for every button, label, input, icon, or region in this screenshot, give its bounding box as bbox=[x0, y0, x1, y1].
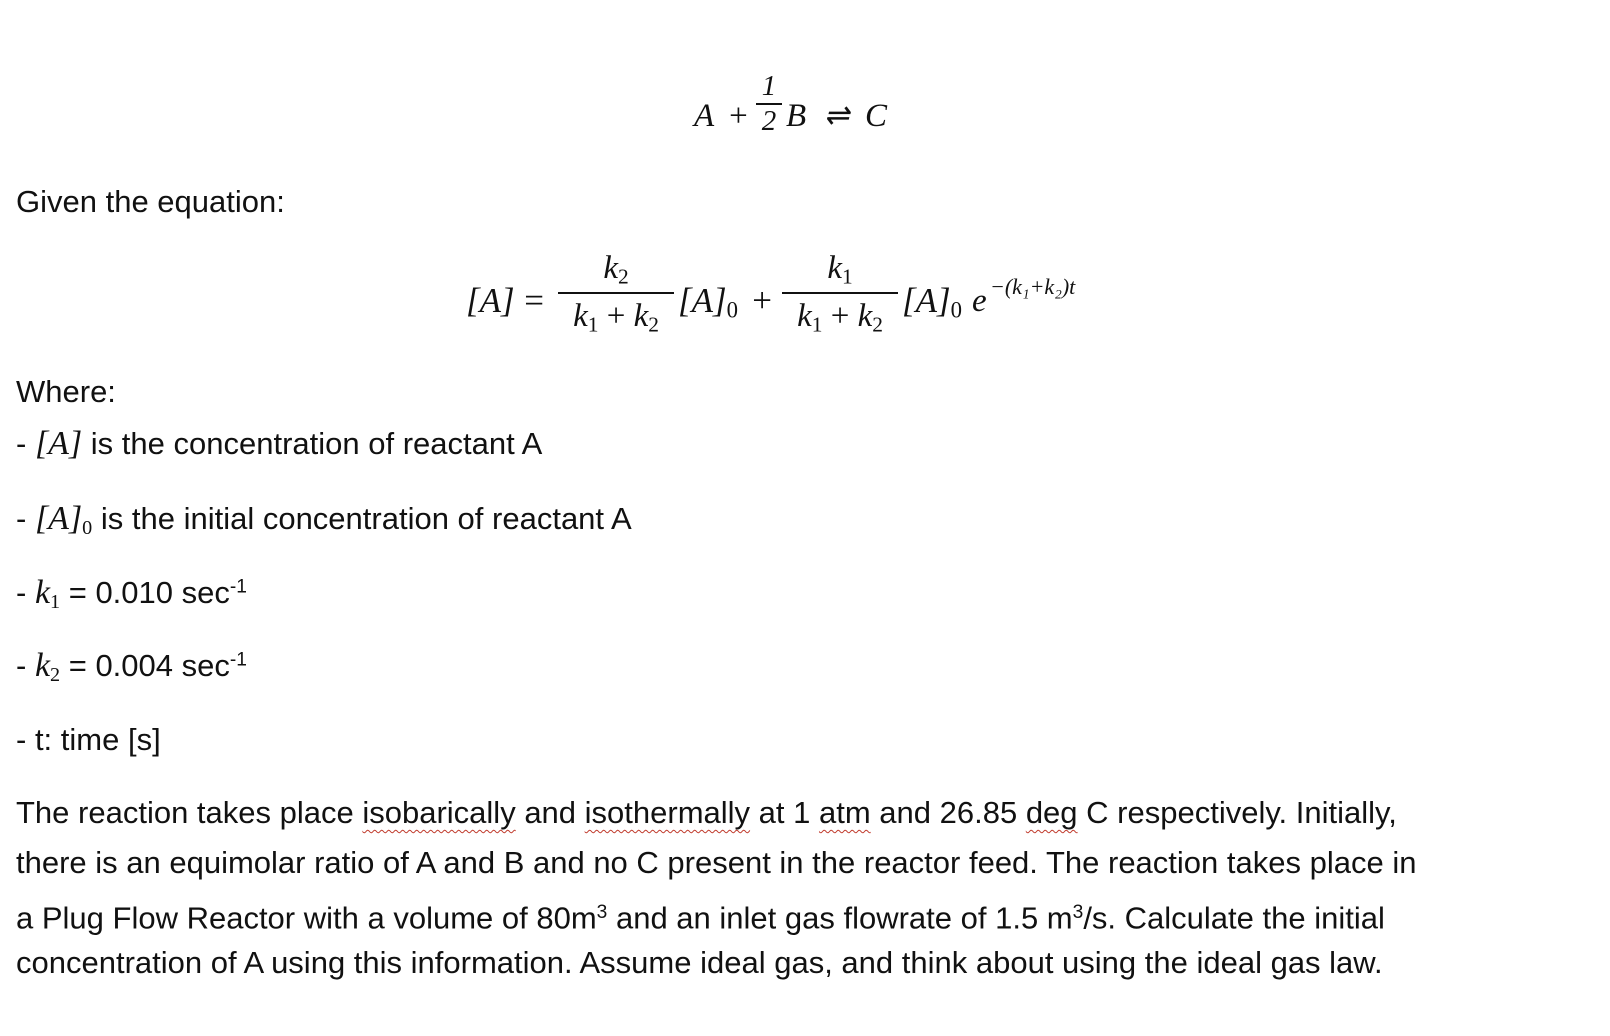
reaction-reactant-a: A bbox=[694, 98, 715, 134]
spellcheck-word[interactable]: isobarically bbox=[362, 795, 516, 830]
definition-item bbox=[16, 502, 632, 538]
para-l3-sup2: 3 bbox=[1072, 902, 1084, 923]
eq-a0-2 bbox=[902, 281, 962, 324]
frac2-numerator-sub: 1 bbox=[841, 264, 853, 289]
eq-fraction-1 bbox=[558, 252, 674, 336]
frac2-numerator: k bbox=[827, 250, 842, 286]
definition-sup: -1 bbox=[229, 576, 247, 598]
definition-symbol-sub: 0 bbox=[82, 517, 93, 540]
spellcheck-word[interactable]: atm bbox=[818, 795, 871, 830]
frac1-den-k2-sub: 2 bbox=[648, 312, 659, 337]
equilibrium-arrow-icon: ⇌ bbox=[824, 99, 850, 132]
eq-equals: = bbox=[522, 281, 546, 320]
definition-dash: - bbox=[16, 575, 35, 610]
definition-dash: - bbox=[16, 648, 35, 683]
eq-a0-2-symbol: [A] bbox=[902, 281, 951, 320]
para-l1-d: and 26.85 bbox=[870, 795, 1026, 830]
eq-exp-base: e bbox=[972, 283, 987, 319]
definition-symbol-sub: 1 bbox=[50, 591, 61, 614]
definition-dash: - bbox=[16, 722, 35, 757]
definition-symbol: [A] bbox=[34, 500, 83, 537]
reaction-plus: + bbox=[727, 98, 750, 134]
spellcheck-word[interactable]: isothermally bbox=[584, 795, 751, 830]
frac1-numerator: k bbox=[603, 250, 618, 286]
definition-symbol: k bbox=[34, 647, 51, 684]
frac2-den-k1-sub: 1 bbox=[811, 312, 823, 337]
paragraph-line-4: concentration of A using this information. Assume ideal gas, and think about using the ideal gas law. bbox=[16, 945, 1383, 980]
definition-text: t: time [s] bbox=[34, 722, 161, 757]
definition-text: is the concentration of reactant A bbox=[82, 426, 543, 461]
definition-item bbox=[16, 724, 161, 755]
frac1-den-plus: + bbox=[606, 297, 626, 334]
coef-denominator: 2 bbox=[761, 105, 777, 137]
para-l3-sup1: 3 bbox=[596, 902, 608, 923]
definition-text: = 0.004 sec bbox=[60, 648, 230, 683]
para-l3-c: /s. Calculate the initial bbox=[1083, 900, 1385, 936]
frac2-den-k2-sub: 2 bbox=[872, 312, 883, 337]
paragraph-line-2: there is an equimolar ratio of A and B and no C present in the reactor feed. The reaction takes place in bbox=[16, 845, 1417, 880]
paragraph-line-3 bbox=[16, 888, 1596, 944]
reaction-coefficient bbox=[756, 72, 782, 136]
eq-a0-1-sub: 0 bbox=[726, 297, 738, 323]
definition-sup: -1 bbox=[229, 649, 247, 671]
definition-text: is the initial concentration of reactant A bbox=[92, 501, 632, 536]
eq-a0-1-symbol: [A] bbox=[678, 281, 727, 320]
eq-fraction-2 bbox=[782, 252, 898, 336]
para-l3-b: and an inlet gas flowrate of 1.5 m bbox=[607, 900, 1073, 936]
where-label: Where: bbox=[16, 374, 116, 409]
paragraph-line-1 bbox=[16, 788, 1596, 838]
frac2-den-k1: k bbox=[797, 297, 812, 334]
eq-lhs: [A] bbox=[466, 281, 515, 320]
eq-plus: + bbox=[750, 281, 774, 320]
frac1-den-k1: k bbox=[573, 297, 588, 334]
frac1-den-k2: k bbox=[633, 297, 649, 334]
definition-item bbox=[16, 649, 247, 685]
definition-text: = 0.010 sec bbox=[60, 575, 230, 610]
frac2-den-plus: + bbox=[830, 297, 850, 334]
eq-a0-2-sub: 0 bbox=[950, 297, 962, 323]
para-l1-c: at 1 bbox=[750, 795, 819, 830]
definition-item bbox=[16, 576, 247, 612]
definition-dash: - bbox=[16, 426, 35, 461]
definition-symbol: k bbox=[34, 574, 51, 611]
coef-numerator: 1 bbox=[761, 70, 777, 102]
para-l1-e: C respectively. Initially, bbox=[1077, 795, 1397, 830]
para-l3-a: a Plug Flow Reactor with a volume of 80m bbox=[16, 900, 597, 936]
spellcheck-word[interactable]: deg bbox=[1025, 795, 1078, 830]
definition-symbol-sub: 2 bbox=[50, 664, 61, 687]
frac1-den-k1-sub: 1 bbox=[587, 312, 599, 337]
frac1-numerator-sub: 2 bbox=[617, 264, 629, 289]
reaction-product-c: C bbox=[865, 98, 888, 134]
reaction-reactant-b: B bbox=[786, 98, 807, 134]
definition-dash: - bbox=[16, 501, 35, 536]
definition-item bbox=[16, 427, 542, 461]
eq-a0-1 bbox=[678, 281, 738, 324]
para-l1-a: The reaction takes place bbox=[16, 795, 363, 830]
para-l1-b: and bbox=[515, 795, 585, 830]
intro-text: Given the equation: bbox=[16, 184, 285, 219]
frac2-den-k2: k bbox=[857, 297, 873, 334]
eq-exponent: −(k₁+k₂)t bbox=[990, 274, 1076, 299]
definition-symbol: [A] bbox=[34, 425, 83, 462]
